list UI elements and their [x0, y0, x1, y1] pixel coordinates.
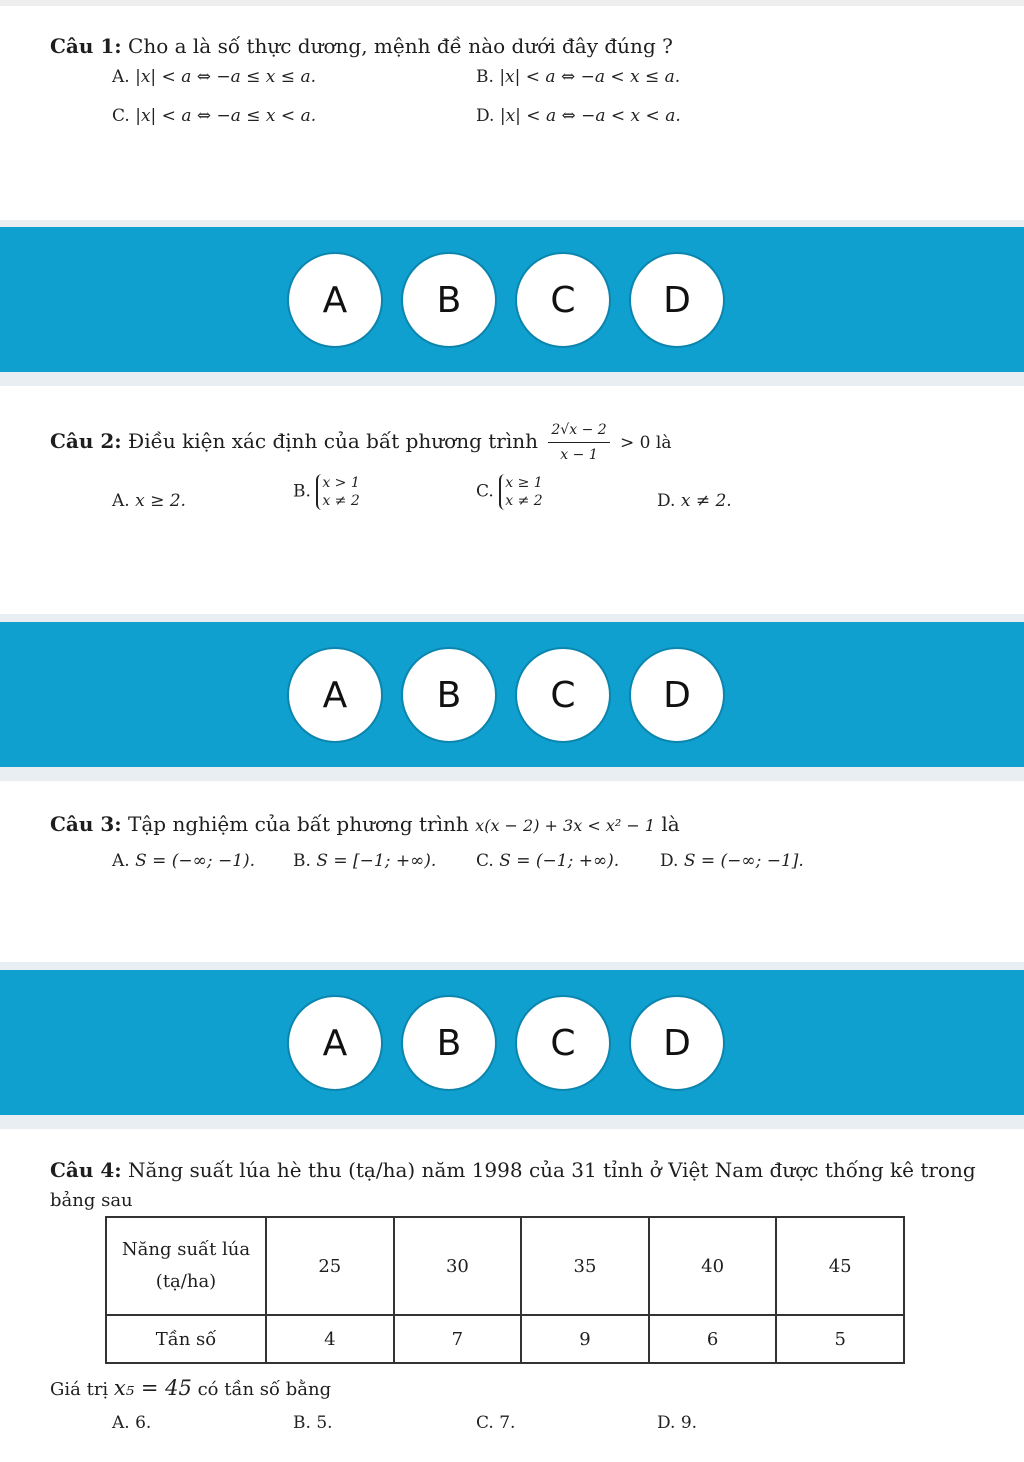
table-header-cell: Năng suất lúa (tạ/ha) — [106, 1217, 266, 1315]
q2-fraction: $\frac{2√x - 2}{x - 1}$ — [548, 418, 609, 467]
q2-option-c: C. x ≥ 1 x ≠ 2 — [476, 475, 543, 509]
q1-answer-b-button[interactable]: B — [401, 252, 497, 348]
q2-answer-b-button[interactable]: B — [401, 647, 497, 743]
table-row — [106, 1315, 904, 1363]
divider — [0, 614, 1024, 622]
q3-answer-d-button[interactable]: D — [629, 995, 725, 1091]
table-row — [106, 1217, 904, 1315]
q3-answer-b-button[interactable]: B — [401, 995, 497, 1091]
table-cell: 35 — [521, 1217, 649, 1315]
question-4-prompt: Giá trị x₅ = 45 có tần số bằng — [50, 1376, 332, 1400]
question-4-text: Câu 4: Năng suất lúa hè thu (tạ/ha) năm 1998 của 31 tỉnh ở Việt Nam được thống kê trong — [50, 1158, 976, 1182]
table-cell: 6 — [649, 1315, 777, 1363]
table-header-cell: Tần số — [106, 1315, 266, 1363]
question-3-text: Câu 3: Tập nghiệm của bất phương trình x(x − 2) + 3x < x² − 1 là — [50, 812, 680, 836]
table-cell: 9 — [521, 1315, 649, 1363]
table-cell: 25 — [266, 1217, 394, 1315]
question-4-text-cont: bảng sau — [50, 1190, 133, 1211]
q2-answer-d-button[interactable]: D — [629, 647, 725, 743]
divider — [0, 220, 1024, 227]
table-cell: 30 — [394, 1217, 522, 1315]
table-cell: 40 — [649, 1217, 777, 1315]
q1-answer-d-button[interactable]: D — [629, 252, 725, 348]
q2-option-a: A. x ≥ 2. — [112, 491, 186, 511]
answer-band-2 — [0, 622, 1024, 767]
table-cell: 5 — [776, 1315, 904, 1363]
q3-option-b: B. S = [−1; +∞). — [293, 851, 437, 871]
q3-answer-a-button[interactable]: A — [287, 995, 383, 1091]
q1-option-a: A. |x| < a ⇔ −a ≤ x ≤ a. — [112, 67, 316, 87]
table-cell: 4 — [266, 1315, 394, 1363]
q2-option-b: B. x > 1 x ≠ 2 — [293, 475, 360, 509]
top-strip — [0, 0, 1024, 6]
q3-answer-c-button[interactable]: C — [515, 995, 611, 1091]
answer-band-1 — [0, 227, 1024, 372]
q1-option-c: C. |x| < a ⇔ −a ≤ x < a. — [112, 106, 317, 126]
q1-answer-c-button[interactable]: C — [515, 252, 611, 348]
q1-answer-a-button[interactable]: A — [287, 252, 383, 348]
q3-option-c: C. S = (−1; +∞). — [476, 851, 620, 871]
q4-option-c: C. 7. — [476, 1413, 516, 1433]
question-1-text: Câu 1: Cho a là số thực dương, mệnh đề nào dưới đây đúng ? — [50, 34, 673, 58]
q2-option-d: D. x ≠ 2. — [657, 491, 732, 511]
q3-option-a: A. S = (−∞; −1). — [112, 851, 256, 871]
q3-option-d: D. S = (−∞; −1]. — [660, 851, 804, 871]
q2-answer-c-button[interactable]: C — [515, 647, 611, 743]
divider — [0, 372, 1024, 386]
q1-option-d: D. |x| < a ⇔ −a < x < a. — [476, 106, 681, 126]
q4-option-b: B. 5. — [293, 1413, 333, 1433]
q1-option-b: B. |x| < a ⇔ −a < x ≤ a. — [476, 67, 681, 87]
answer-band-3 — [0, 970, 1024, 1115]
table-cell: 45 — [776, 1217, 904, 1315]
question-2-text: Câu 2: Điều kiện xác định của bất phương trình $\frac{2√x - 2}{x - 1}$ > 0 là — [50, 418, 671, 467]
frequency-table — [105, 1216, 905, 1364]
table-cell: 7 — [394, 1315, 522, 1363]
q4-option-a: A. 6. — [112, 1413, 152, 1433]
divider — [0, 1115, 1024, 1129]
divider — [0, 767, 1024, 781]
q2-answer-a-button[interactable]: A — [287, 647, 383, 743]
q4-option-d: D. 9. — [657, 1413, 698, 1433]
divider — [0, 962, 1024, 970]
